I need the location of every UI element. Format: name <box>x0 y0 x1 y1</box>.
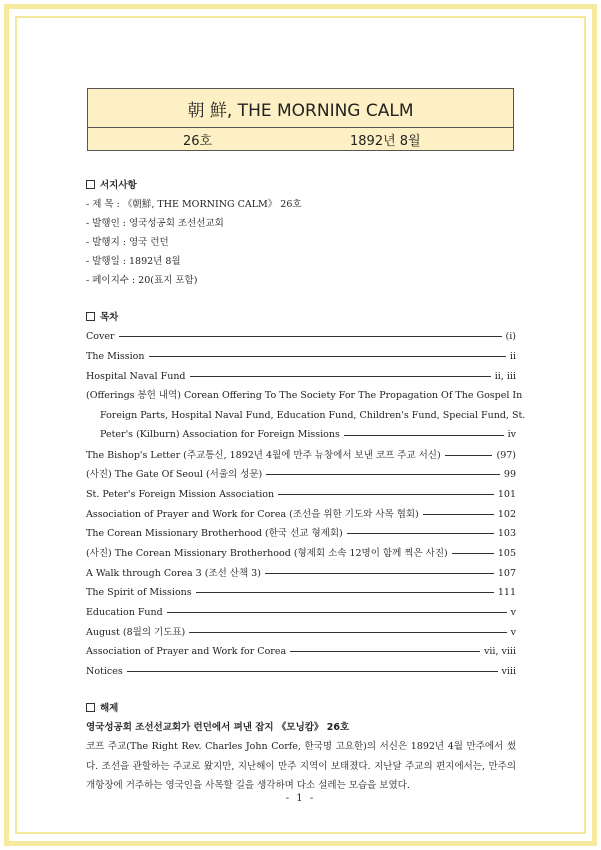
toc-entry-offerings: (Offerings 봉헌 내역) Corean Offering To The Society For The Propagation Of The Gospel In Foreign Parts, Hospital Naval Fund, Education Fund, Children's Fund, Special Fund, St. Peter's (Kilburn) Association for Foreign Missions iv <box>86 390 526 441</box>
issue-row <box>88 128 513 151</box>
issue-number: 26호 <box>183 134 213 149</box>
toc-entry: The Corean Missionary Brotherhood (한국 선교 형제회) 103 <box>86 528 516 540</box>
checkbox-square-icon <box>86 180 95 189</box>
toc-entry: Cover (i) <box>86 331 516 343</box>
toc-entry: The Spirit of Missions 111 <box>86 587 516 599</box>
toc-entry: The Bishop's Letter (주교통신, 1892년 4월에 만주 뉴창에서 보낸 코프 주교 서신) (97) <box>86 449 516 461</box>
section-heading-commentary: 해제 <box>86 699 516 718</box>
page-number: - 1 - <box>285 793 316 804</box>
issue-date: 1892년 8월 <box>350 134 421 149</box>
toc-entry: The Mission ii <box>86 351 516 363</box>
document-title: 朝 鮮, THE MORNING CALM <box>88 89 513 128</box>
toc-entry: Notices viii <box>86 666 516 678</box>
bibliography-line: - 발행인 : 영국성공회 조선선교회 <box>86 218 224 229</box>
bibliography-line: - 발행일 : 1892년 8월 <box>86 256 181 267</box>
document-body <box>86 176 526 796</box>
section-heading-toc: 목차 <box>86 308 516 327</box>
checkbox-square-icon <box>86 312 95 321</box>
toc-entry: (사진) The Corean Missionary Brotherhood (형제회 소속 12명이 함께 찍은 사진) 105 <box>86 547 516 559</box>
toc-entry: Association of Prayer and Work for Corea (조선을 위한 기도와 사목 협회) 102 <box>86 508 516 520</box>
toc-entry: August (8월의 기도표) v <box>86 626 516 638</box>
toc-entry: (사진) The Gate Of Seoul (서울의 성문) 99 <box>86 469 516 481</box>
commentary-subtitle: 영국성공회 조선선교회가 런던에서 펴낸 잡지 《모닝캄》 26호 <box>86 722 350 734</box>
checkbox-square-icon <box>86 703 95 712</box>
toc-entry: Education Fund v <box>86 607 516 619</box>
toc-entry: Hospital Naval Fund ii, iii <box>86 370 516 382</box>
title-box <box>87 88 514 151</box>
toc-entry: A Walk through Corea 3 (조선 산책 3) 107 <box>86 567 516 579</box>
bibliography-line: - 페이지수 : 20(표지 포함) <box>86 275 198 286</box>
toc-entry: St. Peter's Foreign Mission Association 101 <box>86 488 516 500</box>
commentary-body: 코프 주교(The Right Rev. Charles John Corfe, 한국명 고요한)의 서신은 1892년 4월 만주에서 썼다. 조선을 관할하는 주교로 왔지만, 지난해이 만주 지역이 보태졌다. 지난달 주교의 편지에서는, 만주의 개항장에 거주하는 영국인을 사목할 길을 생각하며 다소 설레는 모습을 보였다. <box>86 741 516 792</box>
bibliography-line: - 발행지 : 영국 런던 <box>86 237 169 248</box>
section-heading-bibliography: 서지사항 <box>86 176 516 195</box>
toc-entry: Association of Prayer and Work for Corea vii, viii <box>86 646 516 658</box>
bibliography-line: - 제 목 : 《朝鮮, THE MORNING CALM》 26호 <box>86 199 302 210</box>
